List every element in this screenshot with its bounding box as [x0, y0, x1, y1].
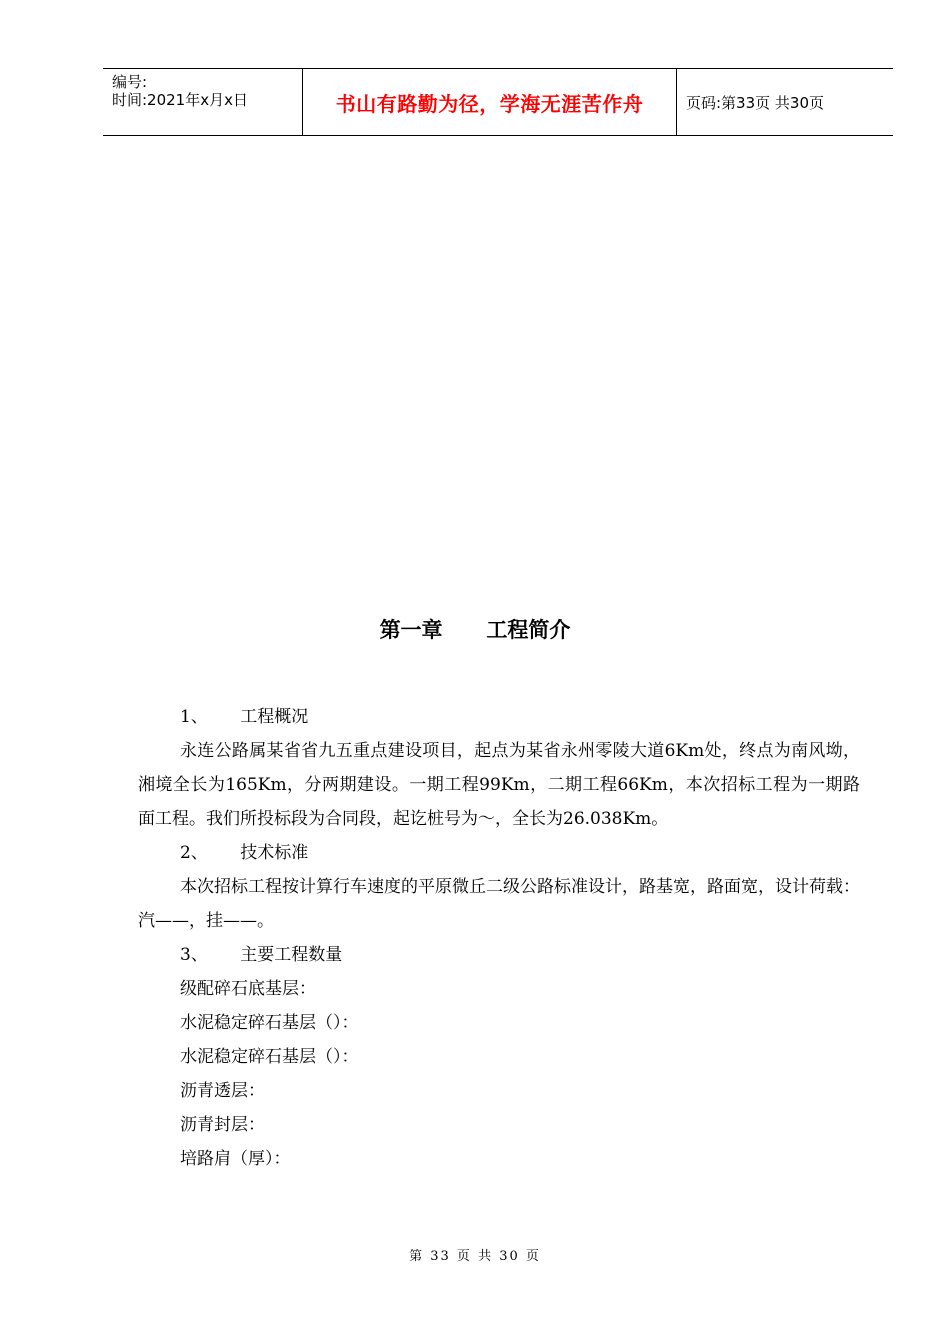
quantity-item: 沥青透层：	[180, 1081, 265, 1101]
section-heading-overview: 1、 工程概况	[180, 707, 309, 727]
header-page-code: 页码:第33页 共30页	[686, 93, 824, 112]
section-heading-technical-standard: 2、 技术标准	[180, 843, 309, 863]
document-time-label: 时间:2021年x月x日	[112, 91, 248, 109]
document-body	[138, 700, 860, 1176]
section-paragraph-overview: 永连公路属某省省九五重点建设项目，起点为某省永州零陵大道6Km处，终点为南风坳，湘境全长为165Km，分两期建设。一期工程99Km，二期工程66Km，本次招标工程为一期路面工程。我们所投标段为合同段，起讫桩号为～，全长为26.038Km。	[138, 741, 860, 829]
section-paragraph-technical-standard: 本次招标工程按计算行车速度的平原微丘二级公路标准设计，路基宽，路面宽，设计荷载：汽——，挂——。	[138, 877, 860, 931]
quantity-item: 培路肩（厚）：	[180, 1149, 291, 1169]
chapter-title: 第一章 工程简介	[379, 618, 571, 642]
section-heading-quantities: 3、 主要工程数量	[180, 945, 343, 965]
page-footer: 第 33 页 共 30 页	[409, 1249, 541, 1264]
header-motto: 书山有路勤为径，学海无涯苦作舟	[303, 69, 677, 135]
quantity-item: 沥青封层：	[180, 1115, 265, 1135]
document-number-label: 编号:	[112, 73, 148, 91]
quantity-item: 水泥稳定碎石基层（）：	[180, 1047, 359, 1067]
document-header	[103, 68, 893, 136]
quantity-item: 级配碎石底基层：	[180, 979, 316, 999]
quantity-item: 水泥稳定碎石基层（）：	[180, 1013, 359, 1033]
header-meta-cell	[103, 69, 303, 135]
